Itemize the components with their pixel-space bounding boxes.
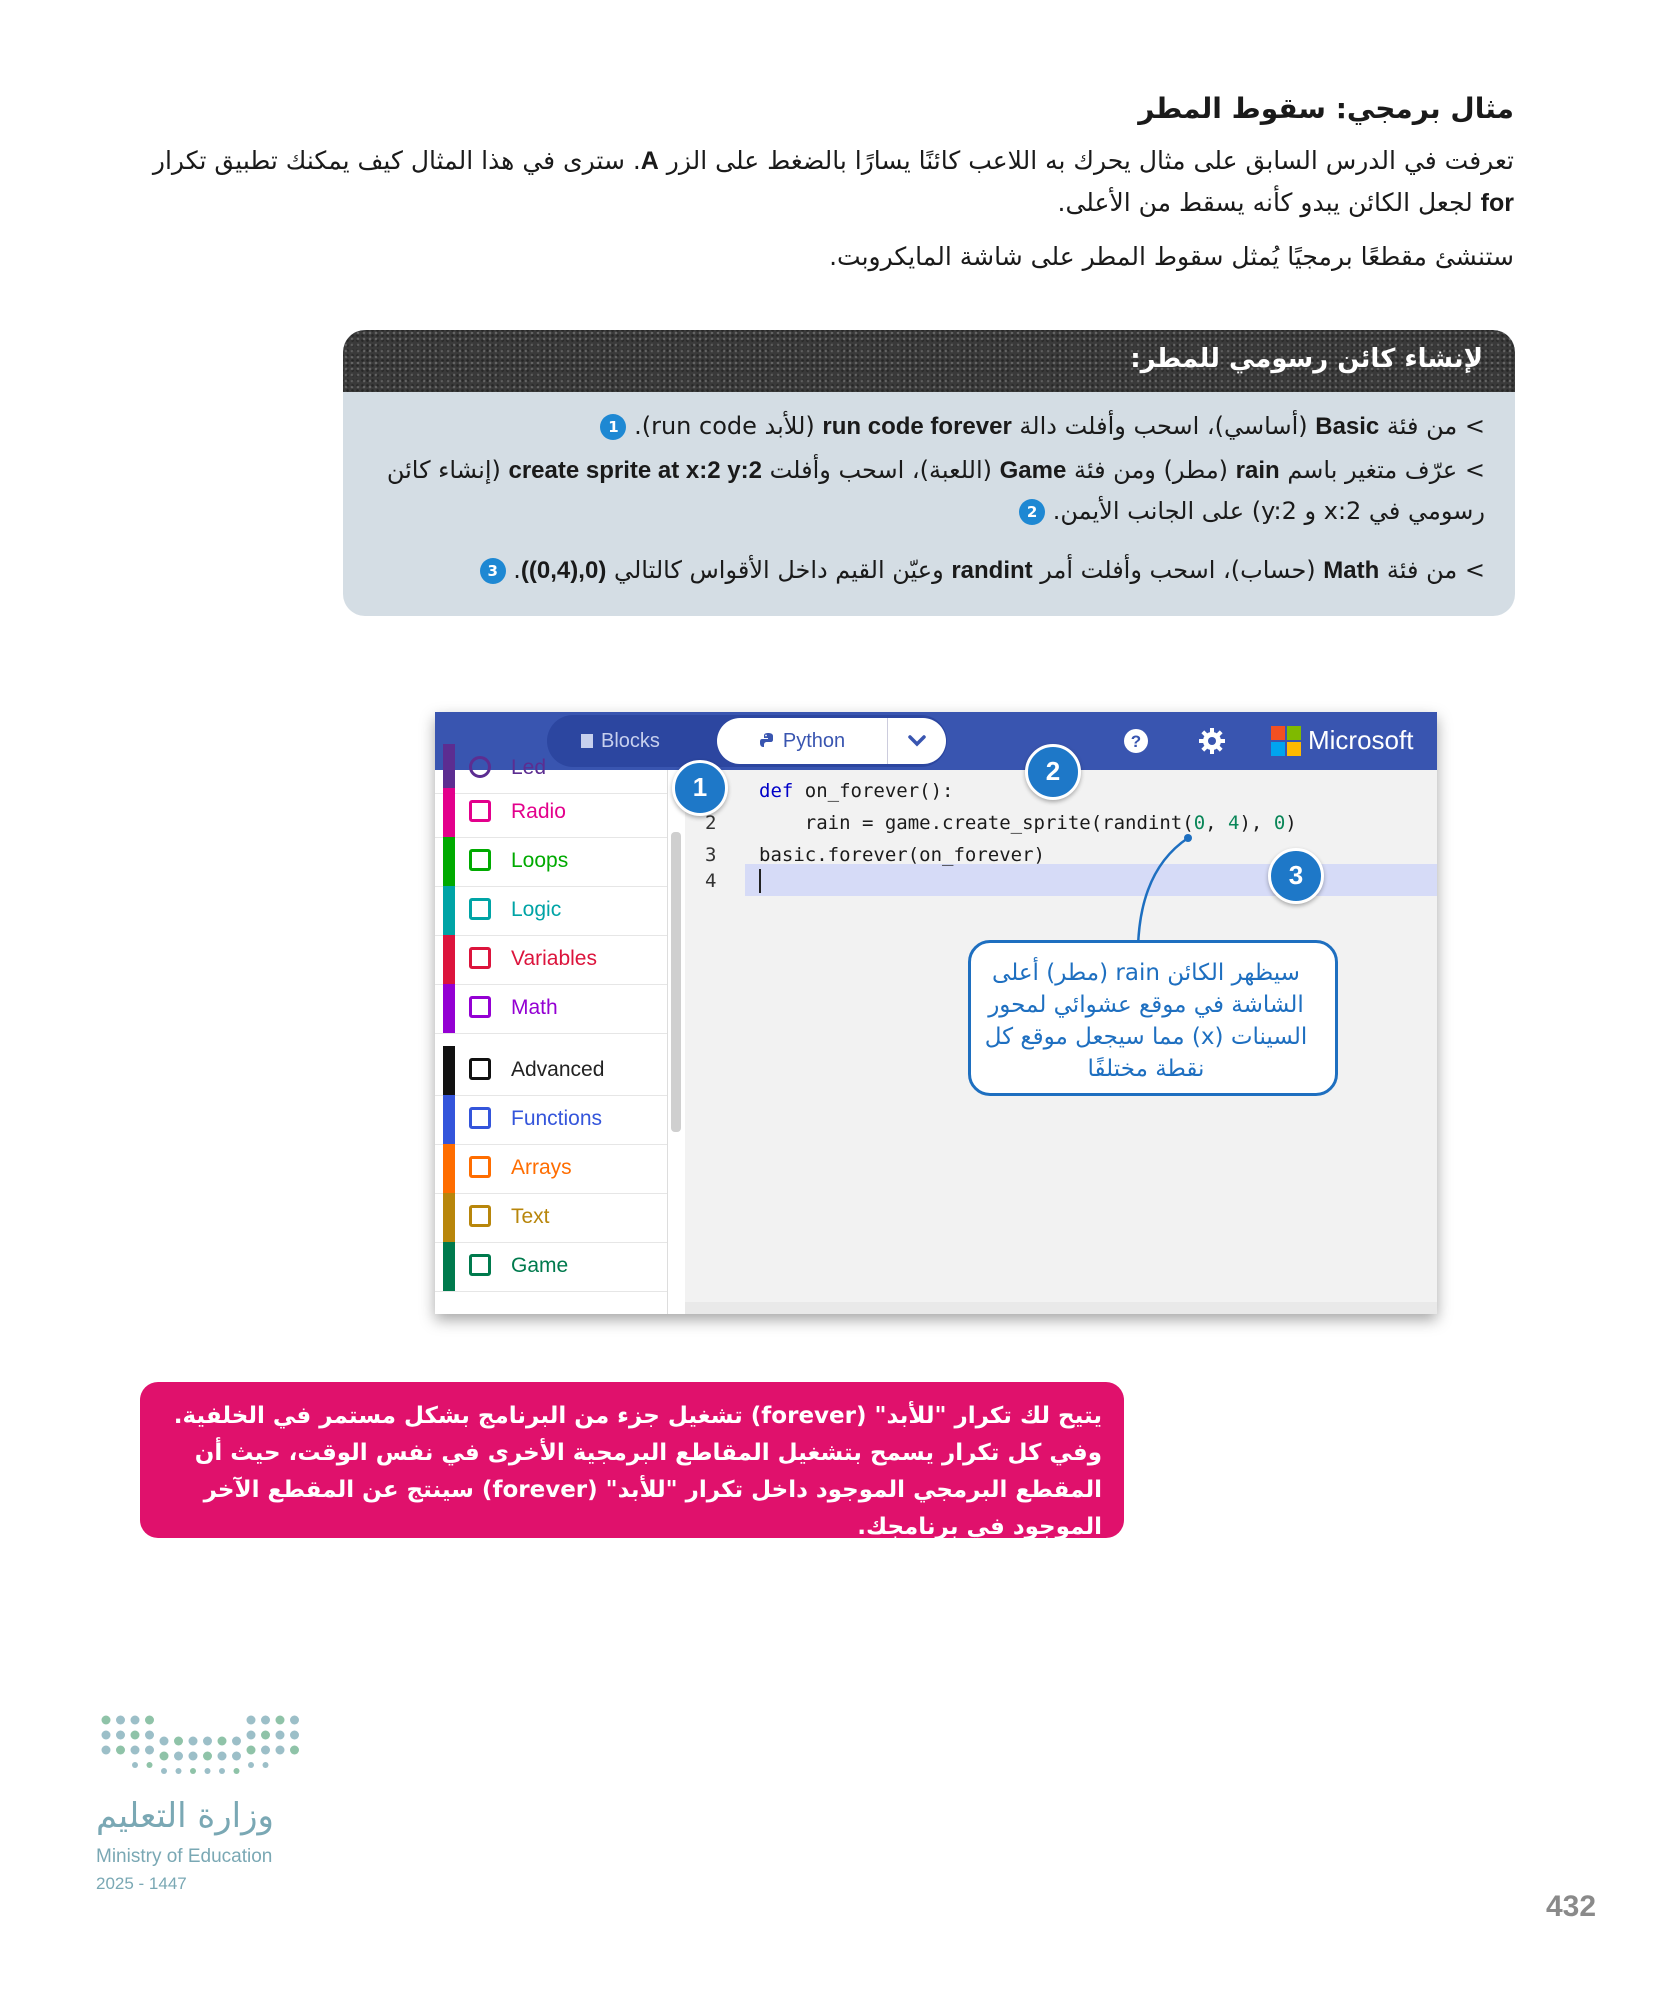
logo-dot [145, 1716, 154, 1725]
category-color-strip [443, 984, 455, 1033]
toolbox-category-arrays[interactable] [435, 1144, 667, 1194]
toolbox-category-game[interactable] [435, 1242, 667, 1292]
logo-dot [131, 1731, 140, 1740]
logo-dot [276, 1746, 285, 1755]
logo-dot [102, 1746, 111, 1755]
logo-dot [160, 1752, 169, 1761]
radio-icon [469, 800, 491, 822]
category-color-strip [443, 935, 455, 984]
category-color-strip [443, 788, 455, 837]
logo-dot [147, 1762, 153, 1768]
category-label: Variables [511, 947, 597, 970]
blocks-tab[interactable]: Blocks [581, 723, 711, 759]
text-cursor [759, 869, 761, 893]
logo-dot [218, 1737, 227, 1746]
logo-dot [247, 1746, 256, 1755]
category-label: Led [511, 756, 547, 779]
logo-dot [203, 1737, 212, 1746]
logo-dot [116, 1731, 125, 1740]
logo-dot [174, 1752, 183, 1761]
line-number: 3 [705, 844, 717, 866]
logo-dot [290, 1716, 299, 1725]
toolbox-category-text[interactable] [435, 1193, 667, 1243]
instruction-step-2: > عرّف متغير باسم rain (مطر) ومن فئة Game (اللعبة)، اسحب وأفلت create sprite at x:2 y:2 (إنشاء كائن رسومي في x:2 و y:2) على الجانب الأيمن. 2 [386, 456, 1485, 525]
explanation-note-text: سيظهر الكائن rain (مطر) أعلى الشاشة في موقع عشوائي لمحور السينات (x) مما سيجعل موقع كل نقطة مختلفًا [984, 960, 1308, 1082]
category-color-strip [443, 886, 455, 935]
logo-dot [290, 1731, 299, 1740]
category-color-strip [443, 1193, 455, 1242]
chevron-down-icon [888, 718, 946, 764]
category-label: Functions [511, 1107, 603, 1130]
line-number: 4 [705, 870, 717, 892]
logo-dot [190, 1768, 196, 1774]
category-color-strip [443, 1144, 455, 1193]
intro-paragraph-1: تعرفت في الدرس السابق على مثال يحرك به اللاعب كائنًا يسارًا بالضغط على الزر A. سترى في هذا المثال كيف يمكنك تطبيق تكرار for لجعل الكائن يبدو كأنه يسقط من الأعلى. [152, 146, 1514, 217]
logic-icon [469, 898, 491, 920]
logo-dot [261, 1731, 270, 1740]
logo-dot [102, 1731, 111, 1740]
functions-icon [469, 1107, 491, 1129]
callout-badge-3: 3 [1268, 848, 1324, 904]
logo-dot [132, 1762, 138, 1768]
category-label: Math [511, 996, 558, 1019]
category-color-strip [443, 744, 455, 793]
category-label: Arrays [511, 1156, 572, 1179]
logo-dot [263, 1762, 269, 1768]
page-heading: مثال برمجي: سقوط المطر [1138, 92, 1514, 125]
logo-dot [234, 1768, 240, 1774]
variables-icon [469, 947, 491, 969]
logo-dot [276, 1716, 285, 1725]
tip-box [140, 1382, 1124, 1538]
logo-dot [116, 1746, 125, 1755]
logo-dot [247, 1731, 256, 1740]
page-number: 432 [1546, 1890, 1597, 1923]
logo-dot [203, 1752, 212, 1761]
toolbox-category-variables[interactable] [435, 935, 667, 985]
logo-dot [189, 1752, 198, 1761]
toolbox-category-math[interactable] [435, 984, 667, 1034]
logo-dot [261, 1716, 270, 1725]
logo-dot [232, 1752, 241, 1761]
logo-dot [145, 1731, 154, 1740]
category-label: Logic [511, 898, 562, 921]
ministry-logo-icon [98, 1712, 308, 1782]
logo-dot [248, 1762, 254, 1768]
instruction-step-3: > من فئة Math (حساب)، اسحب وأفلت أمر randint وعيّن القيم داخل الأقواس كالتالي (0,(0,4)). 3 [375, 550, 1485, 591]
led-icon [469, 756, 491, 778]
logo-dot [232, 1737, 241, 1746]
instructions-header [343, 330, 1515, 392]
category-color-strip [443, 837, 455, 886]
python-tab[interactable]: Python [717, 718, 887, 764]
logo-dot [290, 1746, 299, 1755]
logo-dot [218, 1752, 227, 1761]
step-badge-1: 1 [600, 414, 626, 440]
tip-text: يتيح لك تكرار "للأبد" (forever) تشغيل جزء من البرنامج بشكل مستمر في الخلفية. وفي كل تكرار يسمح بتشغيل المقاطع البرمجية الأخرى في نفس الوقت، حيث أن المقطع البرمجي الموجود داخل تكرار "للأبد" (forever) سينتج عن المقطع الآخر الموجود في برنامجك. [173, 1403, 1102, 1540]
game-icon [469, 1254, 491, 1276]
logo-dot [161, 1768, 167, 1774]
category-label: Loops [511, 849, 569, 872]
loops-icon [469, 849, 491, 871]
logo-dot [247, 1716, 256, 1725]
help-icon[interactable] [1121, 726, 1151, 756]
category-color-strip [443, 1095, 455, 1144]
arrays-icon [469, 1156, 491, 1178]
logo-dot [189, 1737, 198, 1746]
callout-badge-2: 2 [1025, 744, 1081, 800]
toolbox-category-loops[interactable] [435, 837, 667, 887]
category-label: Radio [511, 800, 566, 823]
logo-dot [131, 1746, 140, 1755]
step-badge-3: 3 [480, 558, 506, 584]
instructions-box [343, 330, 1515, 616]
toolbox [435, 756, 668, 1314]
toolbox-category-functions[interactable] [435, 1095, 667, 1145]
logo-dot [205, 1768, 211, 1774]
category-color-strip [443, 1242, 455, 1291]
current-line-highlight [745, 864, 1437, 896]
category-label: Game [511, 1254, 569, 1277]
toolbox-scrollbar[interactable] [671, 832, 681, 1132]
category-label: Text [511, 1205, 550, 1228]
logo-dot [261, 1746, 270, 1755]
category-label: Advanced [511, 1058, 605, 1081]
logo-dot [176, 1768, 182, 1774]
logo-dot [116, 1716, 125, 1725]
toolbox-category-radio[interactable] [435, 788, 667, 838]
chevron-up-icon [469, 1058, 491, 1080]
explanation-note [968, 940, 1338, 1096]
toolbox-category-led[interactable] [435, 744, 667, 794]
toolbox-category-logic[interactable] [435, 886, 667, 936]
step-badge-2: 2 [1019, 499, 1045, 525]
code-line-3: basic.forever(on_forever) [759, 844, 1045, 866]
instruction-step-1: > من فئة Basic (أساسي)، اسحب وأفلت دالة run code forever (للأبد run code). 1 [375, 406, 1485, 447]
gear-icon[interactable] [1197, 726, 1227, 756]
microsoft-brand: Microsoft [1308, 725, 1414, 755]
math-icon [469, 996, 491, 1018]
category-color-strip [443, 1046, 455, 1095]
microsoft-logo-icon [1271, 726, 1301, 756]
code-line-1: def on_forever(): [759, 780, 954, 802]
logo-dot [219, 1768, 225, 1774]
intro-paragraph-2: ستنشئ مقطعًا برمجيًا يُمثل سقوط المطر على شاشة المايكروبت. [829, 242, 1514, 271]
ministry-year: 2025 - 1447 [96, 1874, 187, 1893]
logo-dot [102, 1716, 111, 1725]
logo-dot [174, 1737, 183, 1746]
toolbox-category-advanced[interactable] [435, 1046, 667, 1096]
note-connector-line [1130, 830, 1200, 950]
logo-dot [131, 1716, 140, 1725]
ministry-name-english: Ministry of Education [96, 1846, 273, 1867]
callout-badge-1: 1 [672, 760, 728, 816]
python-icon [759, 732, 777, 750]
text-icon [469, 1205, 491, 1227]
ministry-name-arabic: وزارة التعليم [96, 1796, 274, 1836]
logo-dot [276, 1731, 285, 1740]
line-number: 2 [705, 812, 717, 834]
logo-dot [145, 1746, 154, 1755]
code-line-2: rain = game.create_sprite(randint(0, 4), 0) [759, 812, 1297, 834]
logo-dot [160, 1737, 169, 1746]
instructions-title: لإنشاء كائن رسومي للمطر: [1130, 344, 1483, 374]
svg-text:?: ? [1130, 732, 1142, 751]
editor-scrollbar[interactable] [685, 1302, 1437, 1314]
language-dropdown[interactable] [887, 718, 946, 764]
